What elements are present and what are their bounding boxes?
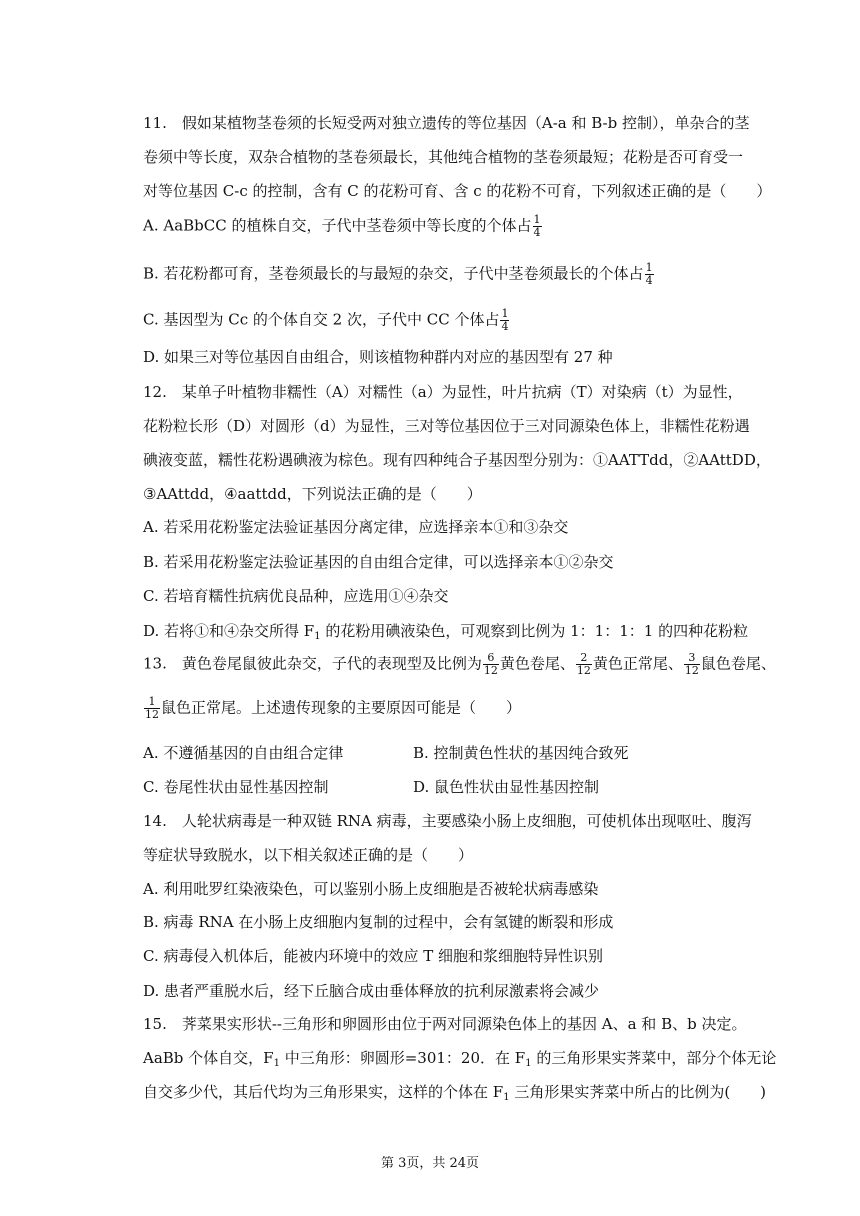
q11-stem-line2: 卷须中等长度，双杂合植物的茎卷须最长，其他纯合植物的茎卷须最短；花粉是否可育受一 <box>143 148 744 166</box>
q14-option-a: A. 利用吡罗红染液染色，可以鉴别小肠上皮细胞是否被轮状病毒感染 <box>143 880 599 898</box>
q11-option-a-fraction: $\frac{1}{4}$ <box>533 213 541 239</box>
q12-option-b: B. 若采用花粉鉴定法验证基因的自由组合定律，可以选择亲本①②杂交 <box>143 553 614 571</box>
q12-stem-line2: 花粉粒长形（D）对圆形（d）为显性，三对等位基因位于三对同源染色体上，非糯性花粉遇 <box>143 417 750 435</box>
q14-option-c: C. 病毒侵入机体后，能被内环境中的效应 T 细胞和浆细胞特异性识别 <box>143 947 604 965</box>
q15-stem-line1: 15. 荠菜果实形状--三角形和卵圆形由位于两对同源染色体上的基因 A、a 和 B、b 决定。 <box>143 1015 747 1033</box>
q12-option-a: A. 若采用花粉鉴定法验证基因分离定律，应选择亲本①和③杂交 <box>143 518 569 536</box>
q13-fraction-1: $\frac{6}{12}$ <box>483 651 498 677</box>
q11-option-c <box>143 308 510 333</box>
q12-option-d: D. 若将①和④杂交所得 $F_1$ 的花粉用碘液染色，可观察到比例为 1：1：1：1 的四种花粉粒 <box>143 622 749 642</box>
q13-option-d: D. 鼠色性状由显性基因控制 <box>413 778 600 796</box>
q13-fraction-4: $\frac{1}{12}$ <box>145 695 159 721</box>
q13-option-b: B. 控制黄色性状的基因纯合致死 <box>413 744 629 762</box>
q11-option-b <box>143 262 655 287</box>
q13-stem-line1: 13. 黄色卷尾鼠彼此杂交，子代的表现型及比例为 $\frac{6}{12}$ 黄色卷尾、 $\frac{2}{12}$ 黄色正常尾、 $\frac{3}{12}$ 鼠色卷尾、 <box>143 651 776 677</box>
q11-option-d: D. 如果三对等位基因自由组合，则该植物种群内对应的基因型有 27 种 <box>143 348 613 366</box>
q12-stem-line3: 碘液变蓝，糯性花粉遇碘液为棕色。现有四种纯合子基因型分别为：①AATTdd，②AAttDD， <box>143 451 771 469</box>
q11-option-c-text: C. 基因型为 Cc 的个体自交 2 次，子代中 CC 个体占 <box>143 310 500 329</box>
q13-stem-line2: $\frac{1}{12}$ 鼠色正常尾。上述遗传现象的主要原因可能是（ ） <box>145 695 522 721</box>
q11-option-c-fraction: $\frac{1}{4}$ <box>501 307 509 333</box>
q14-stem-line1: 14. 人轮状病毒是一种双链 RNA 病毒，主要感染小肠上皮细胞，可使机体出现呕吐、腹泻 <box>143 812 752 830</box>
q13-fraction-2: $\frac{2}{12}$ <box>576 651 591 677</box>
q13-fraction-3: $\frac{3}{12}$ <box>684 651 699 677</box>
q14-option-b: B. 病毒 RNA 在小肠上皮细胞内复制的过程中，会有氢键的断裂和形成 <box>143 913 614 931</box>
q11-stem-line1: 11. 假如某植物茎卷须的长短受两对独立遗传的等位基因（A-a 和 B-b 控制），单杂合的茎 <box>143 114 750 132</box>
page-footer: 第 3页，共 24页 <box>380 1156 480 1171</box>
q12-option-c: C. 若培育糯性抗病优良品种，应选用①④杂交 <box>143 587 449 605</box>
q14-stem-line2: 等症状导致脱水，以下相关叙述正确的是（ ） <box>143 846 474 864</box>
q14-option-d: D. 患者严重脱水后，经下丘脑合成由垂体释放的抗利尿激素将会减少 <box>143 982 600 1000</box>
q13-option-a: A. 不遵循基因的自由组合定律 <box>143 744 344 762</box>
q15-stem-line2: AaBb 个体自交，$F_1$ 中三角形：卵圆形=301：20．在 $F_1$ 的三角形果实荠菜中，部分个体无论 <box>143 1049 777 1069</box>
q11-option-b-fraction: $\frac{1}{4}$ <box>645 261 653 287</box>
q11-option-b-text: B. 若花粉都可育，茎卷须最长的与最短的杂交，子代中茎卷须最长的个体占 <box>143 264 644 283</box>
q15-stem-line3: 自交多少代，其后代均为三角形果实，这样的个体在 $F_1$ 三角形果实荠菜中所占的比例为( ) <box>143 1083 767 1103</box>
q11-option-a <box>143 214 543 239</box>
q11-option-a-text: A. AaBbCC 的植株自交，子代中茎卷须中等长度的个体占 <box>143 216 532 235</box>
q12-stem-line1: 12. 某单子叶植物非糯性（A）对糯性（a）为显性，叶片抗病（T）对染病（t）为显性， <box>143 383 743 401</box>
q13-option-c: C. 卷尾性状由显性基因控制 <box>143 778 329 796</box>
q11-stem-line3: 对等位基因 C-c 的控制，含有 C 的花粉可育、含 c 的花粉不可育，下列叙述正确的是（ ） <box>143 182 772 200</box>
q12-stem-line4: ③AAttdd，④aattdd，下列说法正确的是（ ） <box>143 485 482 503</box>
